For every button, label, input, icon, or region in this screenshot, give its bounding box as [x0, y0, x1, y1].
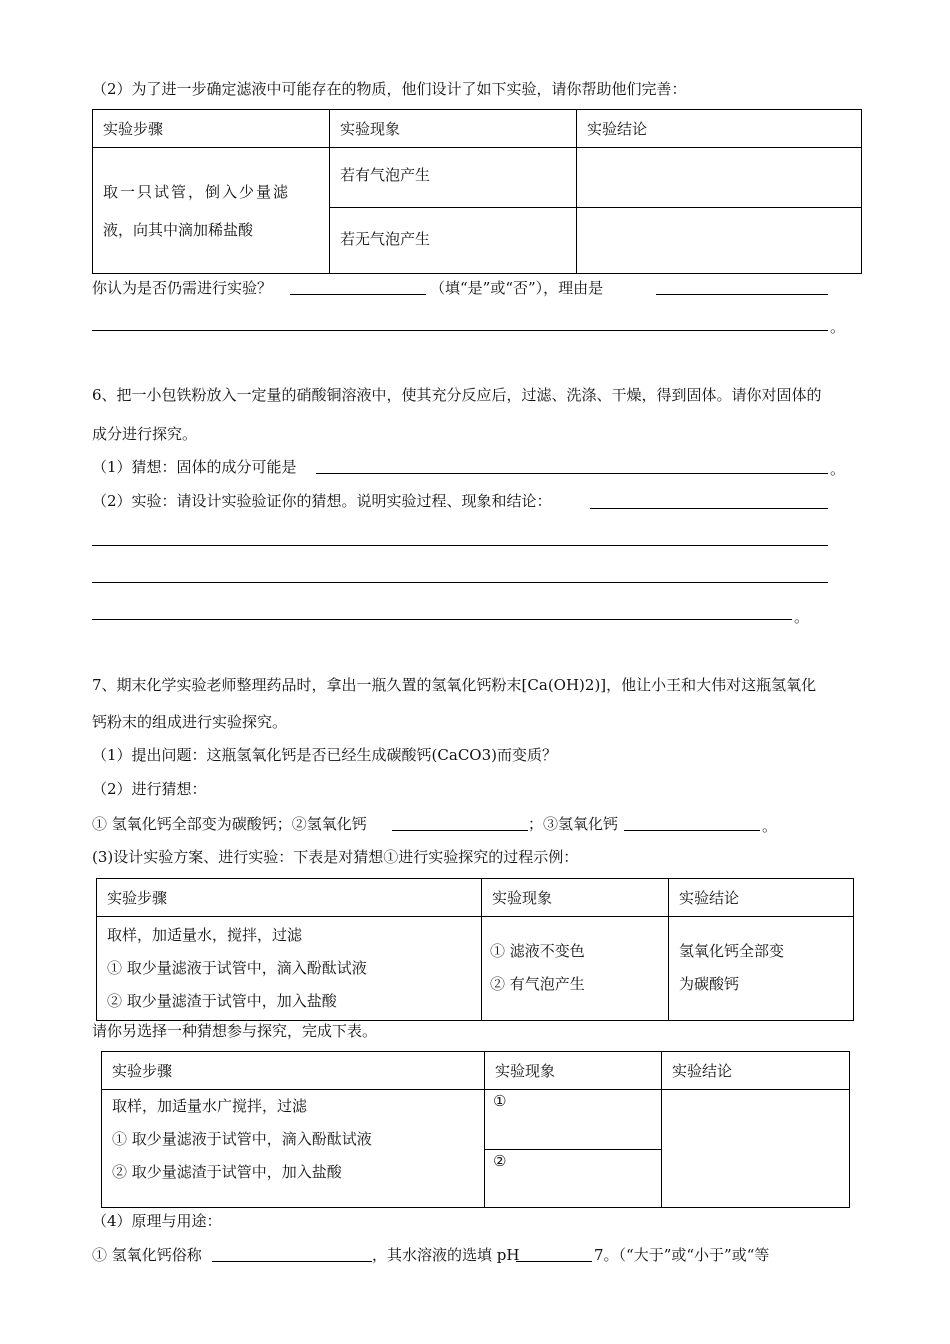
table-header: 实验结论	[669, 879, 854, 917]
q6-line1: 6、把一小包铁粉放入一定量的硝酸铜溶液中，使其充分反应后，过滤、洗涤、干燥，得到固体。请你对固体的	[92, 386, 822, 404]
q7-use-a: ① 氢氧化钙俗称	[92, 1246, 202, 1264]
q7-answer-table	[101, 1051, 850, 1208]
table-header: 实验步骤	[97, 879, 482, 917]
period: 。	[762, 817, 778, 835]
table-header: 实验现象	[482, 879, 669, 917]
q6-experiment: （2）实验：请设计实验验证你的猜想。说明实验过程、现象和结论：	[92, 492, 552, 510]
q5-experiment-table	[92, 109, 862, 274]
q7-use-c: 7。（“大于”或“小于”或“等	[594, 1246, 770, 1264]
circled-one: ①	[493, 1092, 507, 1110]
step-text: 取一只试管，倒入少量滤	[103, 182, 291, 201]
phenomenon-cell: 若有气泡产生	[330, 148, 577, 208]
step-text: 液，向其中滴加稀盐酸	[103, 220, 254, 239]
circled-two: ②	[493, 1152, 507, 1170]
q6-line2: 成分进行探究。	[92, 425, 198, 443]
table-header: 实验现象	[485, 1052, 662, 1090]
table-header: 实验步骤	[93, 110, 330, 148]
conclusion-blank-cell[interactable]	[577, 208, 862, 274]
table-header: 实验现象	[330, 110, 577, 148]
q7-design: (3)设计实验方案、进行实验：下表是对猜想①进行实验探究的过程示例：	[92, 848, 579, 866]
period: 。	[830, 318, 846, 336]
step-cell	[93, 148, 330, 274]
q7-principle: （4）原理与用途：	[92, 1212, 222, 1230]
period: 。	[830, 460, 846, 478]
answer-blank[interactable]	[624, 812, 760, 831]
phenomenon-cell: 若无气泡产生	[330, 208, 577, 274]
steps-cell	[97, 917, 482, 1021]
period: 。	[794, 608, 810, 626]
q5-question-prefix: 你认为是否仍需进行实验？	[92, 279, 273, 297]
q7-line2: 钙粉末的组成进行实验探究。	[92, 713, 288, 731]
step-text: 取样，加适量水广搅拌，过滤	[112, 1097, 308, 1115]
answer-blank[interactable]	[212, 1243, 372, 1262]
conclusion-blank-cell[interactable]	[662, 1090, 850, 1208]
phenomenon-blank-cell[interactable]	[485, 1090, 662, 1150]
step-text: ② 取少量滤渣于试管中，加入盐酸	[112, 1163, 342, 1181]
q7-choose: 请你另选择一种猜想参与探究，完成下表。	[92, 1022, 378, 1040]
answer-blank[interactable]	[656, 276, 828, 295]
conclusion-text: 为碳酸钙	[679, 975, 740, 993]
q7-line1: 7、期末化学实验老师整理药品时，拿出一瓶久置的氢氧化钙粉末[Ca(OH)2)]，他让小王和大伟对这瓶氢氧化	[92, 676, 817, 694]
answer-blank[interactable]	[516, 1243, 592, 1262]
q5-fill-hint: （填“是”或“否”），理由是	[430, 279, 604, 297]
q7-guess-a: ① 氢氧化钙全部变为碳酸钙；②氢氧化钙	[92, 815, 367, 833]
phenomenon-blank-cell[interactable]	[485, 1150, 662, 1208]
steps-cell	[102, 1090, 485, 1208]
phenomena-cell	[482, 917, 669, 1021]
phenomenon-text: ① 滤液不变色	[490, 942, 585, 960]
table-header: 实验步骤	[102, 1052, 485, 1090]
answer-blank[interactable]	[92, 527, 828, 546]
answer-blank[interactable]	[392, 812, 528, 831]
q7-use-b: ，其水溶液的选填 pH	[372, 1246, 520, 1264]
answer-blank[interactable]	[590, 490, 828, 509]
conclusion-blank-cell[interactable]	[577, 148, 862, 208]
q6-guess: （1）猜想：固体的成分可能是	[92, 458, 297, 476]
answer-blank[interactable]	[290, 276, 426, 295]
phenomenon-text: ② 有气泡产生	[490, 975, 585, 993]
answer-blank[interactable]	[316, 455, 828, 474]
step-text: ② 取少量滤渣于试管中，加入盐酸	[107, 992, 337, 1010]
answer-blank[interactable]	[92, 601, 792, 620]
q7-ask: （1）提出问题：这瓶氢氧化钙是否已经生成碳酸钙(CaCO3)而变质？	[92, 746, 557, 764]
step-text: ① 取少量滤液于试管中，滴入酚酞试液	[112, 1130, 372, 1148]
table-header: 实验结论	[577, 110, 862, 148]
step-text: 取样，加适量水，搅拌，过滤	[107, 926, 303, 944]
q7-example-table	[96, 878, 854, 1021]
answer-blank[interactable]	[92, 312, 828, 331]
q5-part2-intro: （2）为了进一步确定滤液中可能存在的物质，他们设计了如下实验，请你帮助他们完善：	[92, 80, 687, 98]
q7-guess-title: （2）进行猜想：	[92, 780, 207, 798]
step-text: ① 取少量滤液于试管中，滴入酚酞试液	[107, 959, 367, 977]
answer-blank[interactable]	[92, 564, 828, 583]
conclusion-cell	[669, 917, 854, 1021]
conclusion-text: 氢氧化钙全部变	[679, 942, 785, 960]
table-header: 实验结论	[662, 1052, 850, 1090]
q7-guess-b: ；③氢氧化钙	[528, 815, 619, 833]
